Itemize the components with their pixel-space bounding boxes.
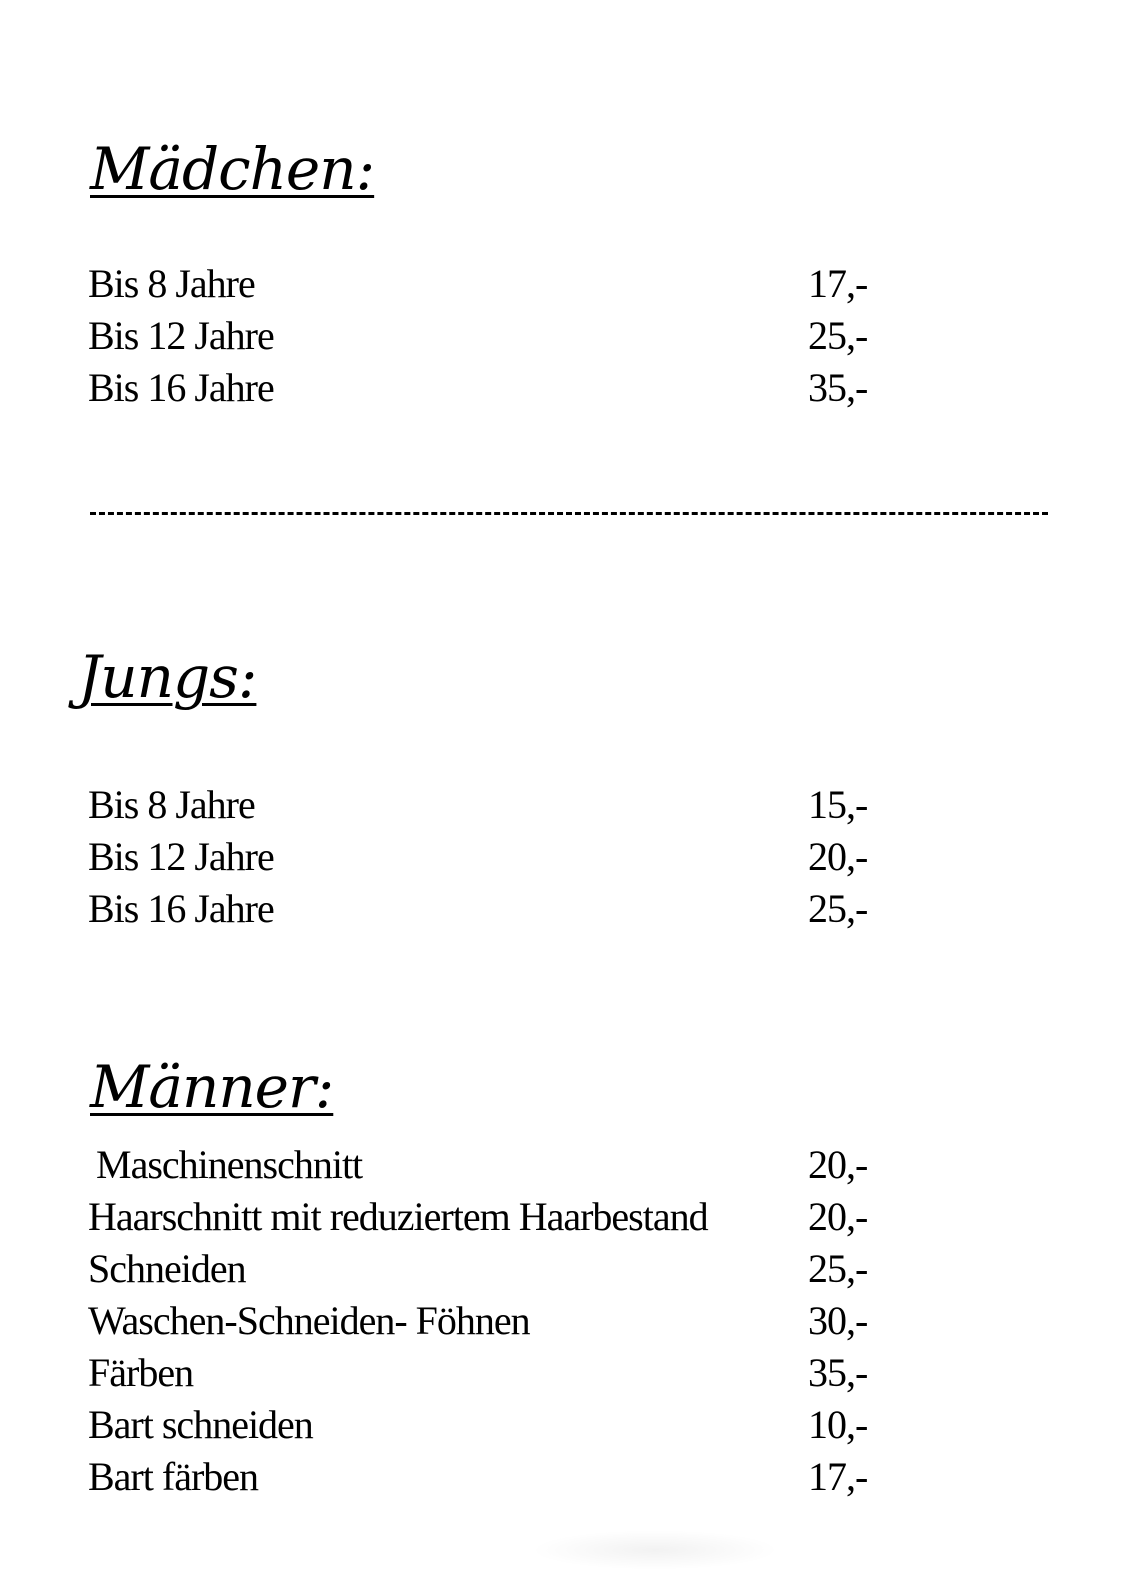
service-price: 15,- — [808, 782, 868, 827]
service-name: Haarschnitt mit reduziertem Haarbestand — [88, 1194, 708, 1239]
service-name: Bis 12 Jahre — [88, 834, 274, 879]
price-row — [88, 1139, 908, 1191]
service-price: 10,- — [808, 1402, 868, 1447]
service-name: Bis 16 Jahre — [88, 886, 274, 931]
price-row — [88, 831, 908, 883]
service-name: Bis 16 Jahre — [88, 365, 274, 410]
price-row — [88, 310, 908, 362]
price-list-maenner — [88, 1139, 908, 1503]
price-row — [88, 1399, 908, 1451]
service-price: 30,- — [808, 1298, 868, 1343]
service-name: Maschinenschnitt — [96, 1142, 363, 1187]
section-heading-maenner: Männer: — [90, 1053, 334, 1121]
service-price: 25,- — [808, 1246, 868, 1291]
service-name: Schneiden — [88, 1246, 246, 1291]
price-row — [88, 779, 908, 831]
page-edge-shadow — [530, 1530, 780, 1570]
price-list-maedchen — [88, 258, 908, 414]
service-price: 17,- — [808, 1454, 868, 1499]
section-heading-jungs: Jungs: — [78, 643, 257, 711]
section-heading-maedchen: Mädchen: — [90, 135, 375, 203]
service-price: 20,- — [808, 1194, 868, 1239]
service-price: 20,- — [808, 834, 868, 879]
price-row — [88, 1451, 908, 1503]
price-row — [88, 258, 908, 310]
price-row — [88, 1347, 908, 1399]
service-name: Färben — [88, 1350, 194, 1395]
service-name: Bart färben — [88, 1454, 259, 1499]
service-name: Bart schneiden — [88, 1402, 313, 1447]
service-price: 25,- — [808, 886, 868, 931]
service-name: Bis 8 Jahre — [88, 782, 255, 827]
price-list-jungs — [88, 779, 908, 935]
service-name: Bis 12 Jahre — [88, 313, 274, 358]
service-price: 35,- — [808, 1350, 868, 1395]
service-name: Waschen-Schneiden- Föhnen — [88, 1298, 530, 1343]
price-row — [88, 1295, 908, 1347]
price-row — [88, 362, 908, 414]
price-row — [88, 1191, 908, 1243]
price-row — [88, 1243, 908, 1295]
section-divider — [90, 512, 1048, 515]
service-price: 35,- — [808, 365, 868, 410]
service-name: Bis 8 Jahre — [88, 261, 255, 306]
service-price: 17,- — [808, 261, 868, 306]
service-price: 25,- — [808, 313, 868, 358]
service-price: 20,- — [808, 1142, 868, 1187]
price-row — [88, 883, 908, 935]
